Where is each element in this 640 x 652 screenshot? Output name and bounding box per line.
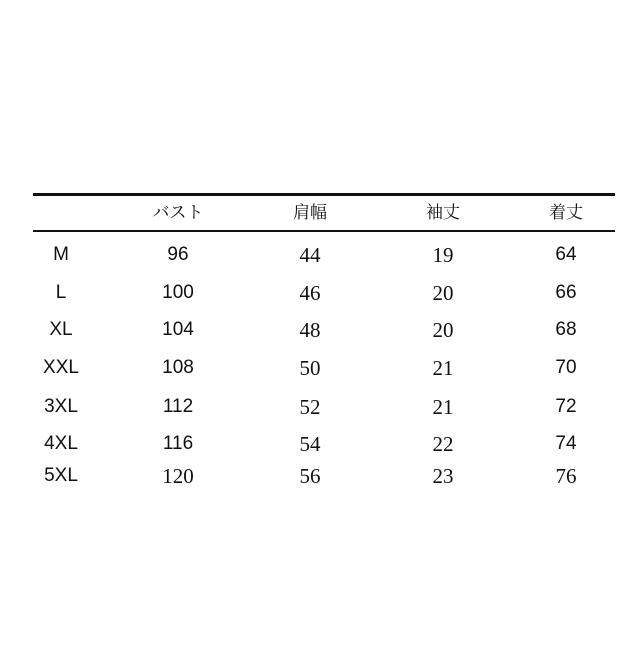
length-value: 68 [555, 319, 577, 340]
header-total-length: 着丈 [549, 203, 583, 223]
size-label: XXL [43, 357, 79, 378]
shoulder-value: 44 [299, 243, 321, 267]
bust-value: 104 [162, 319, 194, 340]
length-value: 64 [555, 244, 577, 265]
size-label: 5XL [44, 465, 78, 486]
length-value: 66 [555, 282, 577, 303]
table-header-rule [33, 230, 615, 232]
sleeve-value: 23 [432, 464, 454, 488]
size-chart-table [33, 193, 615, 493]
bust-value: 112 [162, 396, 194, 417]
size-label: XL [49, 319, 73, 340]
size-label: 3XL [44, 396, 78, 417]
sleeve-value: 19 [432, 243, 454, 267]
size-label: M [53, 244, 69, 265]
header-sleeve-length: 袖丈 [426, 203, 460, 223]
sleeve-value: 22 [432, 432, 454, 456]
size-label: L [55, 282, 67, 303]
length-value: 72 [555, 396, 577, 417]
sleeve-value: 21 [432, 395, 454, 419]
sleeve-value: 20 [432, 281, 454, 305]
shoulder-value: 50 [299, 356, 321, 380]
bust-value: 100 [162, 282, 194, 303]
bust-value: 120 [162, 464, 194, 488]
sleeve-value: 21 [432, 356, 454, 380]
shoulder-value: 48 [299, 318, 321, 342]
shoulder-value: 46 [299, 281, 321, 305]
shoulder-value: 54 [299, 432, 321, 456]
shoulder-value: 56 [299, 464, 321, 488]
header-shoulder-width: 肩幅 [293, 203, 327, 223]
bust-value: 96 [167, 244, 189, 265]
length-value: 74 [555, 433, 577, 454]
table-top-rule [33, 193, 615, 196]
bust-value: 116 [162, 433, 194, 454]
header-bust: バスト [152, 203, 204, 223]
sleeve-value: 20 [432, 318, 454, 342]
size-label: 4XL [44, 433, 78, 454]
bust-value: 108 [162, 357, 194, 378]
length-value: 76 [555, 464, 577, 488]
length-value: 70 [555, 357, 577, 378]
shoulder-value: 52 [299, 395, 321, 419]
